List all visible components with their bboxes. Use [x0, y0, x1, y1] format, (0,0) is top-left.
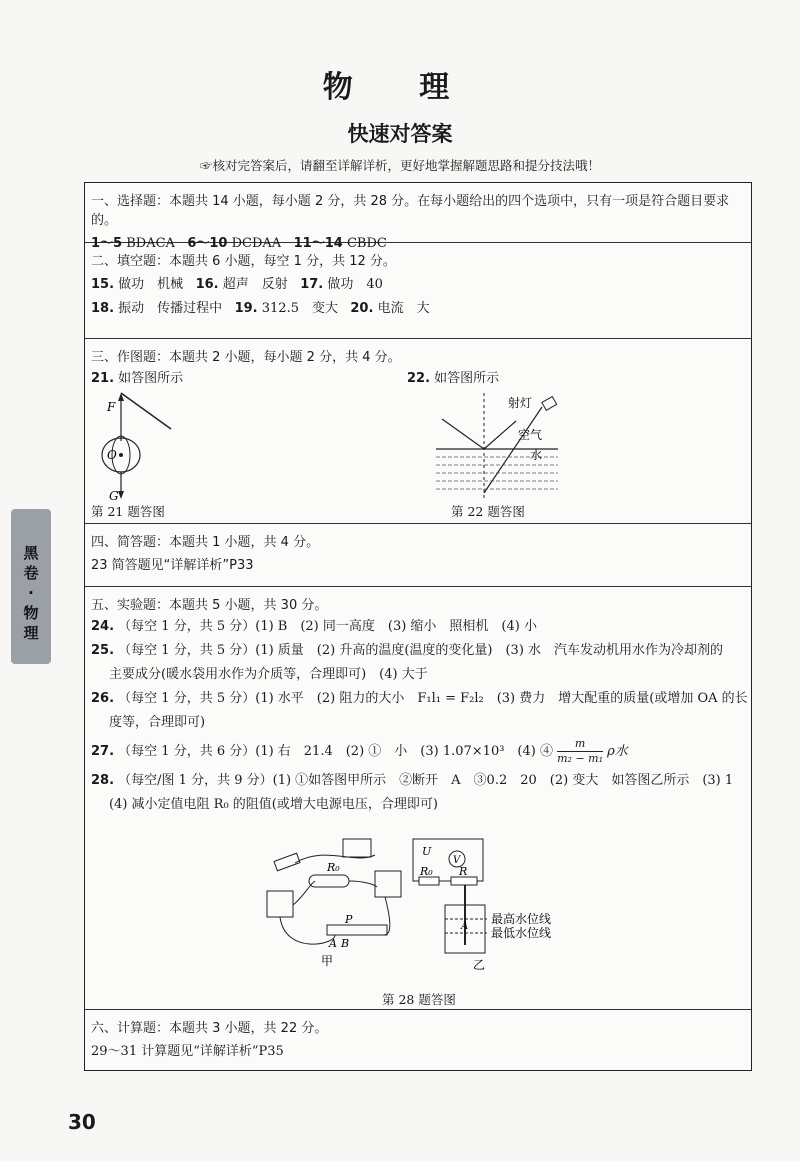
fill-line-2: [91, 297, 741, 321]
fig28-label-U: U: [422, 845, 432, 858]
q28-line-2: (4) 减小定值电阻 R₀ 的阻值(或增大电源电压，合理即可): [109, 797, 438, 812]
answer-box: [84, 182, 752, 1071]
q-number: 28.: [91, 773, 115, 788]
fig22-incident: [442, 419, 484, 449]
fraction-numerator: m: [574, 737, 586, 750]
fig22-label-water: 水: [530, 448, 543, 462]
page-number: 30: [68, 1110, 96, 1134]
fraction-denominator: m₂ − m₁: [557, 752, 603, 765]
q26-line: [91, 687, 748, 711]
q-answer: 超声 反射: [222, 277, 288, 292]
answer-value: CBDC: [346, 236, 387, 251]
q-number: 18.: [91, 301, 115, 316]
fig28-label-R0-b: R₀: [420, 865, 433, 878]
q29-31-line: 29～31 计算题见“详解详析”P35: [91, 1044, 284, 1059]
q24-line: [91, 615, 741, 639]
fig21-center: [119, 453, 123, 457]
section-heading: 二、填空题：本题共 6 小题，每空 1 分，共 12 分。: [91, 254, 396, 269]
q-number: 21.: [91, 371, 115, 386]
fig21-label-F: F: [107, 400, 116, 414]
q21-line: [91, 367, 183, 391]
fill-line-1: [91, 273, 741, 297]
fig28-R0-b: [419, 877, 439, 885]
fig28-label-max: 最高水位线: [491, 912, 552, 926]
fig21-arrow-down: [118, 491, 124, 499]
figure-22: [432, 391, 562, 503]
fig21-support: [121, 393, 171, 429]
section-short-answer: [85, 524, 751, 587]
tab-char-4: 理: [23, 624, 39, 642]
q-number: 20.: [350, 301, 374, 316]
q-answer: 做功 40: [327, 277, 383, 292]
q-answer: （每空/图 1 分，共 9 分）(1) ①如答图甲所示 ②断开 A ③0.2 20 (2) 变大 如答图乙所示 (3) 1: [118, 773, 734, 788]
section-heading: 六、计算题：本题共 3 小题，共 22 分。: [91, 1021, 328, 1036]
fig22-reflected: [484, 421, 516, 449]
tab-char-3: 物: [23, 604, 39, 622]
caption-22: 第 22 题答图: [451, 504, 525, 519]
fig22-label-lamp: 射灯: [508, 396, 533, 410]
section-calculation: [85, 1010, 751, 1070]
fig28-label-yi: 乙: [473, 958, 486, 972]
q-answer: （每空 1 分，共 6 分）(1) 右 21.4 (2) ① 小 (3) 1.07×10³ (4) ④: [118, 744, 553, 759]
q-number: 16.: [195, 277, 219, 292]
fig21-label-O: O: [107, 448, 117, 462]
section-experiment: [85, 587, 751, 1010]
section-heading: 三、作图题：本题共 2 小题，每小题 2 分，共 4 分。: [91, 350, 401, 365]
page-title: 物 理: [322, 70, 478, 105]
fig28-rheostat: [327, 925, 387, 935]
q27-line: [91, 735, 741, 769]
q22-line: [407, 367, 499, 391]
tab-dot: ·: [28, 584, 34, 602]
fig28-label-R: R: [459, 865, 468, 878]
section-heading: 四、简答题：本题共 1 小题，共 4 分。: [91, 535, 320, 550]
fig28-power: [343, 839, 371, 857]
fraction: [557, 737, 603, 766]
figure-21: [95, 391, 195, 503]
fig28-voltmeter: [375, 871, 401, 897]
q25-line-2: 主要成分(暖水袋用水作为介质等，合理即可) (4) 大于: [109, 667, 428, 682]
q-number: 15.: [91, 277, 115, 292]
answer-value: DCDAA: [231, 236, 282, 251]
tip-text: ☞核对完答案后，请翻至详解详析，更好地掌握解题思路和提分技法哦！: [199, 158, 600, 173]
q-answer: 做功 机械: [118, 277, 184, 292]
q-number: 17.: [300, 277, 324, 292]
fig28-label-R0: R₀: [327, 861, 340, 874]
section-fill: [85, 243, 751, 339]
fig28-label-A-b: A: [461, 921, 469, 932]
q23-line: 23 简答题见“详解详析”P33: [91, 558, 254, 573]
q-answer: 312.5 变大: [261, 301, 338, 316]
answer-range: 1～5: [91, 236, 123, 251]
q-number: 22.: [407, 371, 431, 386]
rho-symbol: ρ水: [607, 744, 628, 759]
section-heading: 一、选择题：本题共 14 小题，每小题 2 分，共 28 分。在每小题给出的四个选项中，只有一项是符合题目要求的。: [91, 194, 730, 228]
tab-char-1: 黑: [23, 544, 39, 562]
section-choice: [85, 183, 751, 251]
fig22-lamp: [542, 397, 557, 411]
caption-21: 第 21 题答图: [91, 504, 165, 519]
q-number: 25.: [91, 643, 115, 658]
q-answer: 如答图所示: [434, 371, 500, 386]
q-answer: （每空 1 分，共 5 分）(1) B (2) 同一高度 (3) 缩小 照相机 (4) 小: [118, 619, 537, 634]
fig28-label-B: B: [341, 937, 350, 950]
answer-range: 11～14: [293, 236, 343, 251]
q-answer: 振动 传播过程中: [118, 301, 223, 316]
fig28-ammeter: [267, 891, 293, 917]
fig28-label-jia: 甲: [321, 954, 334, 968]
q-answer: 电流 大: [377, 301, 430, 316]
tab-char-2: 卷: [23, 564, 39, 582]
q-answer: （每空 1 分，共 5 分）(1) 水平 (2) 阻力的大小 F₁l₁ = F₂l₂ (3) 费力 增大配重的质量(或增加 OA 的长: [118, 691, 748, 706]
q-number: 27.: [91, 744, 115, 759]
answer-range: 6～10: [187, 236, 228, 251]
section-drawing: [85, 339, 751, 524]
q-answer: 如答图所示: [118, 371, 184, 386]
caption-28: 第 28 题答图: [382, 992, 456, 1007]
fig21-label-G: G: [109, 489, 119, 503]
page-subtitle: 快速对答案: [347, 122, 453, 146]
fig22-label-air: 空气: [518, 428, 543, 442]
q25-line: [91, 639, 741, 663]
fig28-R-b: [451, 877, 477, 885]
q-number: 24.: [91, 619, 115, 634]
side-tab: [11, 509, 51, 664]
q-answer: （每空 1 分，共 5 分）(1) 质量 (2) 升高的温度(温度的变化量) (3) 水 汽车发动机用水作为冷却剂的: [118, 643, 724, 658]
figure-28: [265, 835, 575, 985]
q-number: 26.: [91, 691, 115, 706]
q26-line-2: 度等，合理即可): [109, 715, 206, 730]
fig28-label-V: V: [453, 855, 461, 866]
fig28-label-A: A: [329, 937, 337, 950]
section-heading: 五、实验题：本题共 5 小题，共 30 分。: [91, 598, 328, 613]
answer-value: BDACA: [126, 236, 175, 251]
fig28-label-min: 最低水位线: [491, 926, 552, 940]
fig28-label-P: P: [345, 913, 353, 926]
q-number: 19.: [234, 301, 258, 316]
q28-line: [91, 769, 741, 793]
